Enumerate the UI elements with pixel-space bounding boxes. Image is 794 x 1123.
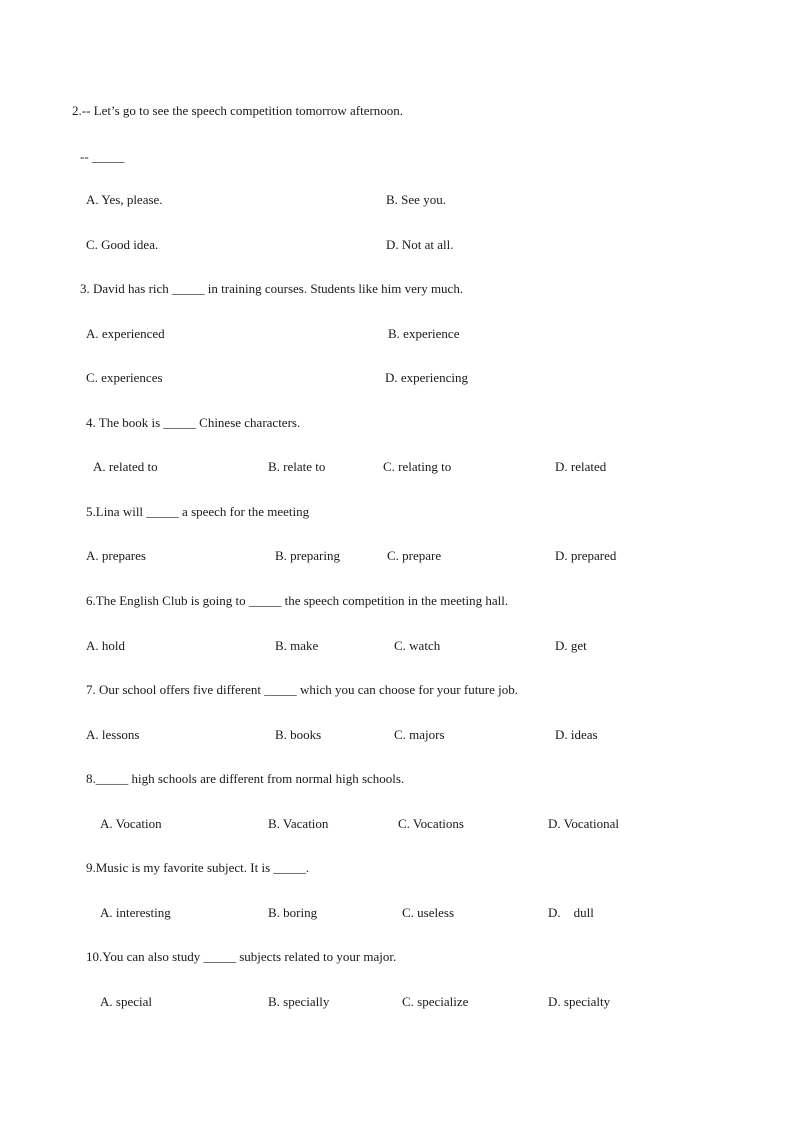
question-3-option-b: B. experience — [388, 326, 460, 341]
question-3-option-c: C. experiences — [86, 370, 163, 385]
question-5-option-d: D. prepared — [555, 548, 617, 563]
question-9-option-a: A. interesting — [100, 905, 171, 920]
question-10-option-d: D. specialty — [548, 994, 611, 1009]
question-3-stem: 3. David has rich _____ in training courses. Students like him very much. — [80, 281, 464, 296]
question-2-option-c: C. Good idea. — [86, 237, 159, 252]
question-9-stem: 9.Music is my favorite subject. It is _____. — [86, 860, 310, 875]
question-2-option-a: A. Yes, please. — [86, 192, 163, 207]
question-6-stem: 6.The English Club is going to _____ the speech competition in the meeting hall. — [86, 593, 509, 608]
question-5-option-a: A. prepares — [86, 548, 146, 563]
question-5-option-c: C. prepare — [387, 548, 442, 563]
question-4-option-a: A. related to — [93, 459, 158, 474]
question-10-stem: 10.You can also study _____ subjects related to your major. — [86, 949, 397, 964]
question-10-option-c: C. specialize — [402, 994, 469, 1009]
question-2-option-d: D. Not at all. — [386, 237, 454, 252]
question-5-option-b: B. preparing — [275, 548, 340, 563]
question-3-option-a: A. experienced — [86, 326, 165, 341]
question-8-option-a: A. Vocation — [100, 816, 162, 831]
question-7-option-c: C. majors — [394, 727, 445, 742]
question-6-option-d: D. get — [555, 638, 587, 653]
question-6-option-a: A. hold — [86, 638, 125, 653]
question-8-option-b: B. Vacation — [268, 816, 329, 831]
question-9-option-b: B. boring — [268, 905, 318, 920]
question-7-option-a: A. lessons — [86, 727, 140, 742]
question-2-option-b: B. See you. — [386, 192, 446, 207]
question-6-option-b: B. make — [275, 638, 319, 653]
question-8-option-d: D. Vocational — [548, 816, 620, 831]
question-9-option-c: C. useless — [402, 905, 454, 920]
question-3-option-d: D. experiencing — [385, 370, 469, 385]
question-7-option-b: B. books — [275, 727, 322, 742]
question-9-option-d: D. dull — [548, 905, 594, 920]
question-10-option-b: B. specially — [268, 994, 330, 1009]
question-8-option-c: C. Vocations — [398, 816, 464, 831]
question-4-option-c: C. relating to — [383, 459, 452, 474]
question-2-stem: 2.-- Let’s go to see the speech competition tomorrow afternoon. — [72, 103, 404, 118]
question-5-stem: 5.Lina will _____ a speech for the meeting — [86, 504, 310, 519]
question-4-stem: 4. The book is _____ Chinese characters. — [86, 415, 301, 430]
question-7-stem: 7. Our school offers five different _____ which you can choose for your future job. — [86, 682, 519, 697]
question-4-option-d: D. related — [555, 459, 607, 474]
question-10-option-a: A. special — [100, 994, 152, 1009]
question-7-option-d: D. ideas — [555, 727, 598, 742]
question-6-option-c: C. watch — [394, 638, 441, 653]
question-4-option-b: B. relate to — [268, 459, 326, 474]
question-2-reply: -- _____ — [80, 149, 125, 164]
question-8-stem: 8._____ high schools are different from normal high schools. — [86, 771, 405, 786]
